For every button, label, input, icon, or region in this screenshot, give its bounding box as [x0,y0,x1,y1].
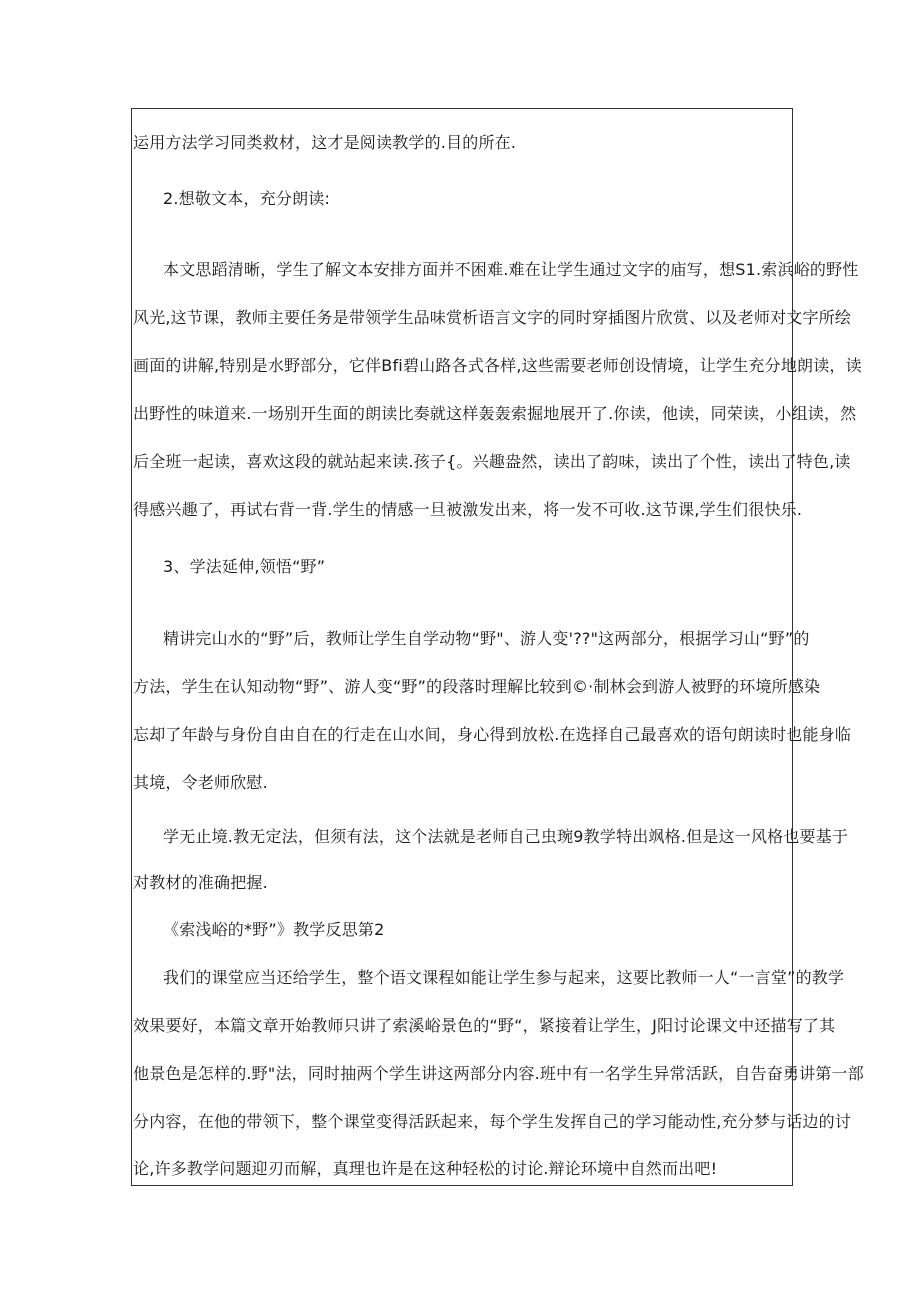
text-line-8: 得感兴趣了，再试右背一背.学生的情感一旦被激发出来，将一发不可收.这节课,学生们很快乐. [133,500,803,519]
text-line-12: 忘却了年龄与身份自由自在的行走在山水间，身心得到放松.在选择自己最喜欢的语句朗读时也能身临 [133,725,852,744]
text-line-15: 对教材的准确把握. [133,873,268,892]
article-subtitle: 《索浅峪的*野”》教学反思第2 [163,920,385,939]
text-line-7: 后全班一起读，喜欢这段的就站起来读.孩子{。兴趣盎然，读出了韵味，读出了个性，读出了特色,读 [133,452,851,471]
text-line-17: 我们的课堂应当还给学生，整个语文课程如能让学生参与起来，这要比教师一人“一言堂”的教学 [163,968,845,987]
text-line-14: 学无止境.教无定法，但须有法，这个法就是老师自己虫琬9教学特出飒格.但是这一风格也要基于 [163,827,849,846]
text-line-6: 出野性的味道来.一场别开生面的朗读比奏就这样轰轰索掘地展开了.你读，他读，同荣读，小组读，然 [133,404,857,423]
text-line-18: 效果要好，本篇文章开始教师只讲了索溪峪景色的“野“，紧接着让学生，J阳讨论课文中还描写了其 [133,1016,836,1035]
section-heading-3: 3、学法延伸,领悟“野” [163,557,326,576]
text-line-3: 本文思蹈清晰，学生了解文本安排方面并不困难.难在让学生通过文字的庙写，想S1.索浜峪的野性 [163,260,859,279]
text-line-11: 方法，学生在认知动物“野”、游人变“野”的段落时理解比较到©·制林会到游人被野的环境所感染 [133,677,821,696]
text-line-10: 精讲完山水的“野”后，教师让学生自学动物“野"、游人变'??"这两部分，根据学习山“野”的 [163,629,810,648]
text-line-13: 其境，令老师欣慰. [133,773,268,792]
text-line-19: 他景色是怎样的.野"法，同时抽两个学生讲这两部分内容.班中有一名学生异常活跃，自告奋勇讲第一部 [133,1064,864,1083]
text-line-4: 风光,这节课，教师主要任务是带领学生品味赏析语言文字的同时穿插图片欣赏、以及老师对文字所绘 [133,308,852,327]
text-line-20: 分内容，在他的带领下，整个课堂变得活跃起来，每个学生发挥自己的学习能动性,充分梦与话边的讨 [133,1112,852,1131]
section-heading-2: 2.想敬文本，充分朗读: [163,189,331,208]
text-line-21: 论,许多教学问题迎刃而解，真理也许是在这种轻松的讨论.辩论环境中自然而出吧! [133,1159,718,1178]
text-line-5: 画面的讲解,特别是水野部分，它伴Bfi碧山路各式各样,这些需要老师创设情境，让学生充分地朗读，读 [133,356,862,375]
text-line-1: 运用方法学习同类救材，这才是阅读教学的.目的所在. [133,133,517,152]
